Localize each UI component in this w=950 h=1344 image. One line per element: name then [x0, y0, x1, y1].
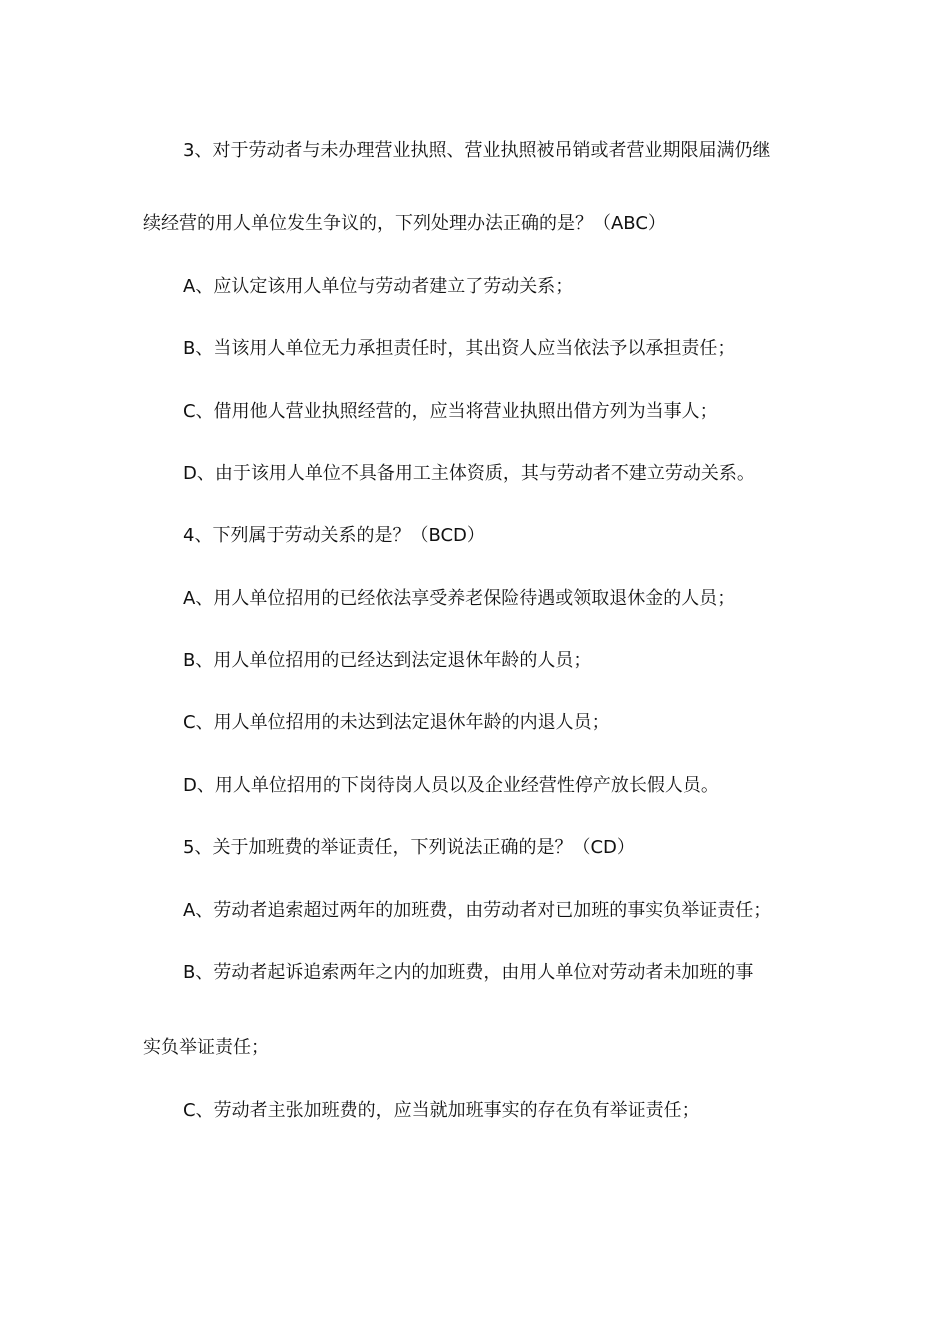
- q3-option-d: D、由于该用人单位不具备用工主体资质，其与劳动者不建立劳动关系。: [183, 463, 755, 484]
- q3-stem-line-1: 3、对于劳动者与未办理营业执照、营业执照被吊销或者营业期限届满仍继: [183, 140, 771, 161]
- q5-option-b-line-2: 实负举证责任；: [143, 1037, 269, 1058]
- q4-option-c: C、用人单位招用的未达到法定退休年龄的内退人员；: [183, 712, 610, 733]
- q3-stem-line-2: 续经营的用人单位发生争议的，下列处理办法正确的是？（ABC）: [143, 213, 666, 234]
- q5-option-b-line-1: B、劳动者起诉追索两年之内的加班费，由用人单位对劳动者未加班的事: [183, 962, 754, 983]
- q4-option-a: A、用人单位招用的已经依法享受养老保险待遇或领取退休金的人员；: [183, 588, 736, 609]
- q3-option-c: C、借用他人营业执照经营的，应当将营业执照出借方列为当事人；: [183, 401, 718, 422]
- q4-option-d: D、用人单位招用的下岗待岗人员以及企业经营性停产放长假人员。: [183, 775, 719, 796]
- q5-option-a: A、劳动者追索超过两年的加班费，由劳动者对已加班的事实负举证责任；: [183, 900, 772, 921]
- q5-option-c: C、劳动者主张加班费的，应当就加班事实的存在负有举证责任；: [183, 1100, 700, 1121]
- q3-option-a: A、应认定该用人单位与劳动者建立了劳动关系；: [183, 276, 574, 297]
- q4-stem: 4、下列属于劳动关系的是？（BCD）: [183, 525, 485, 546]
- q3-option-b: B、当该用人单位无力承担责任时，其出资人应当依法予以承担责任；: [183, 338, 736, 359]
- q5-stem: 5、关于加班费的举证责任，下列说法正确的是？（CD）: [183, 837, 635, 858]
- q4-option-b: B、用人单位招用的已经达到法定退休年龄的人员；: [183, 650, 592, 671]
